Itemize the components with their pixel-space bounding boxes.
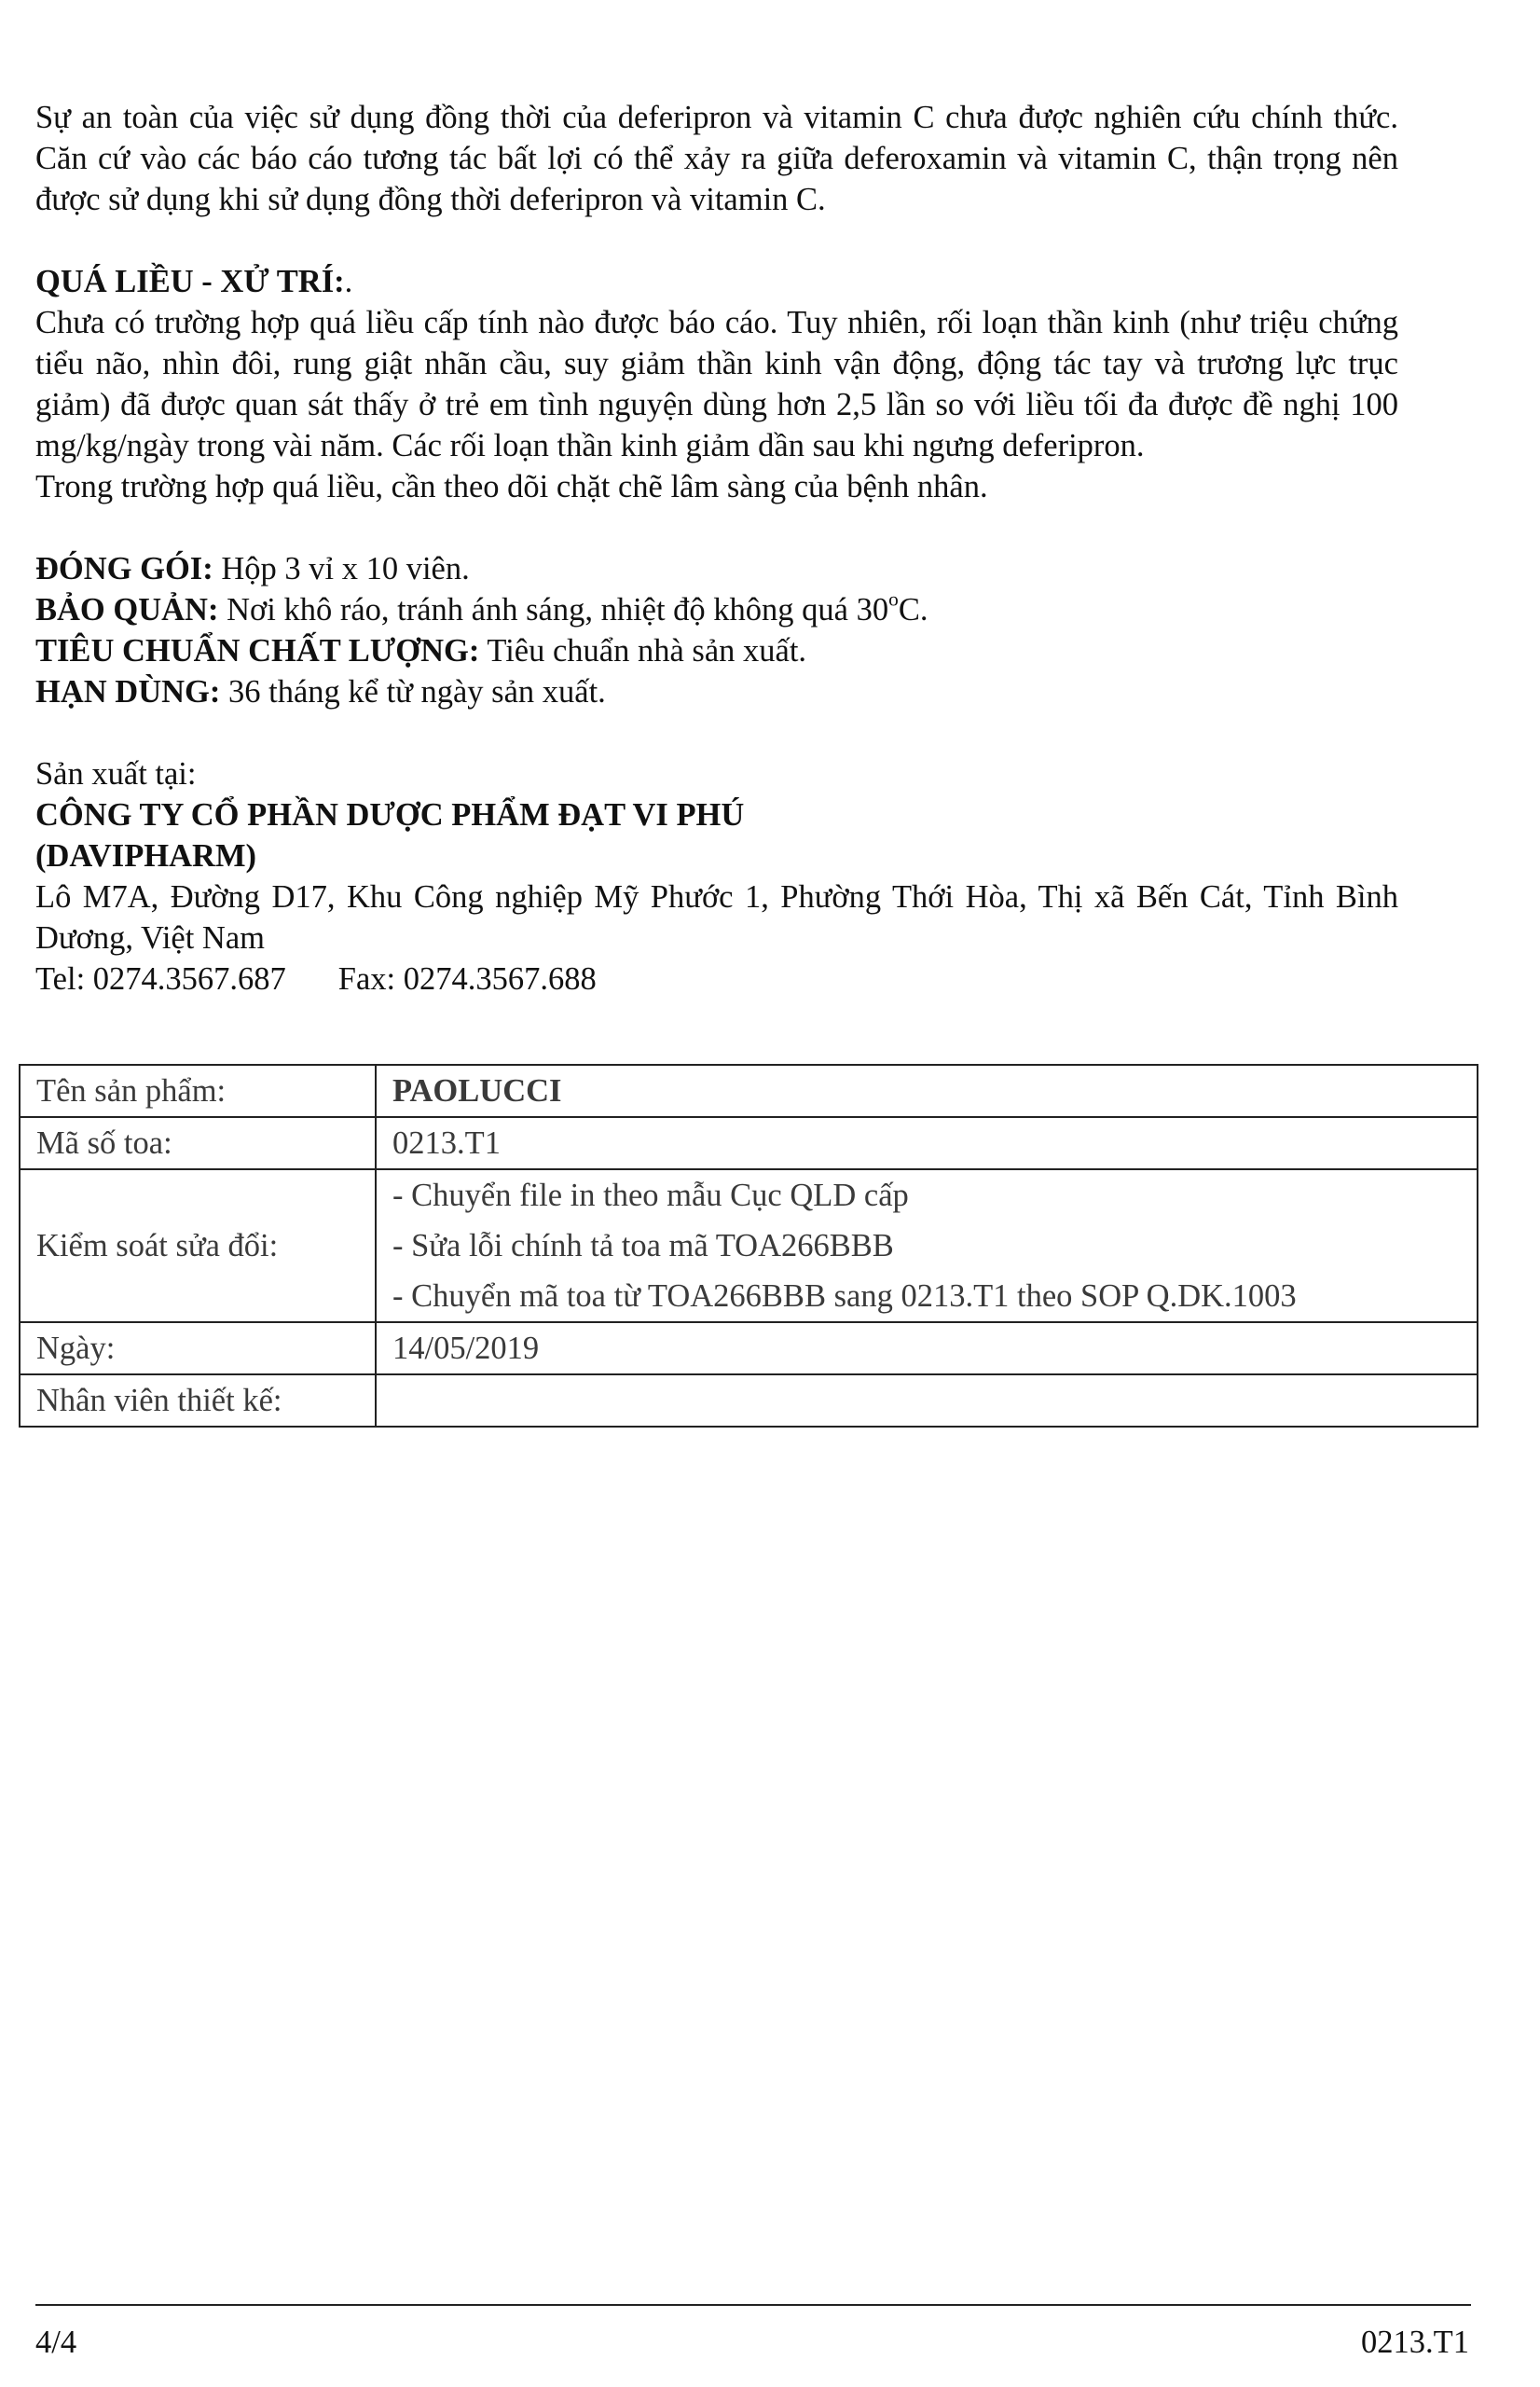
standard-label: TIÊU CHUẨN CHẤT LƯỢNG: bbox=[35, 633, 480, 669]
date-value: 14/05/2019 bbox=[376, 1322, 1478, 1374]
revision-list bbox=[376, 1169, 1478, 1322]
revision-label: Kiểm soát sửa đổi: bbox=[20, 1169, 376, 1322]
overdose-paragraph: Chưa có trường hợp quá liều cấp tính nào được báo cáo. Tuy nhiên, rối loạn thần kinh (như triệu chứng tiểu não, nhìn đôi, rung giật nhãn cầu, suy giảm thần kinh vận động, động tác tay và trương lực trục giảm) đã được quan sát thấy ở trẻ em tình nguyện dùng hơn 2,5 lần so với liều tối đa được đề nghị 100 mg/kg/ngày trong vài năm. Các rối loạn thần kinh giảm dần sau khi ngưng deferipron. bbox=[35, 305, 1398, 463]
document-code: 0213.T1 bbox=[1361, 2325, 1469, 2360]
page-content bbox=[35, 97, 1398, 1000]
expiry-line bbox=[35, 671, 1398, 712]
expiry-label: HẠN DÙNG: bbox=[35, 674, 221, 710]
revision-item: - Chuyển mã toa từ TOA266BBB sang 0213.T1 theo SOP Q.DK.1003 bbox=[392, 1278, 1297, 1314]
page-number: 4/4 bbox=[35, 2325, 77, 2360]
designer-label: Nhân viên thiết kế: bbox=[20, 1374, 376, 1427]
overdose-heading: QUÁ LIỀU - XỬ TRÍ: bbox=[35, 264, 345, 299]
standard-value: Tiêu chuẩn nhà sản xuất. bbox=[479, 633, 807, 669]
footer-divider bbox=[35, 2304, 1471, 2306]
interaction-paragraph: Sự an toàn của việc sử dụng đồng thời của deferipron và vitamin C chưa được nghiên cứu chính thức. Căn cứ vào các báo cáo tương tác bất lợi có thể xảy ra giữa deferoxamin và vitamin C, thận trọng nên được sử dụng khi sử dụng đồng thời deferipron và vitamin C. bbox=[35, 100, 1398, 217]
standard-line bbox=[35, 630, 1398, 671]
table-row bbox=[20, 1374, 1478, 1427]
manufacturer-tel: Tel: 0274.3567.687 bbox=[35, 961, 286, 997]
manufacturer-contact bbox=[35, 959, 1398, 1000]
storage-unit: C. bbox=[898, 592, 928, 628]
revision-item: - Chuyển file in theo mẫu Cục QLD cấp bbox=[392, 1178, 909, 1213]
product-value: PAOLUCCI bbox=[376, 1065, 1478, 1117]
packaging-label: ĐÓNG GÓI: bbox=[35, 551, 213, 586]
manufacturer-intro: Sản xuất tại: bbox=[35, 756, 197, 792]
overdose-heading-suffix: . bbox=[344, 264, 353, 299]
manufacturer-company-abbrev: (DAVIPHARM) bbox=[35, 838, 257, 874]
code-value: 0213.T1 bbox=[376, 1117, 1478, 1169]
packaging-line bbox=[35, 548, 1398, 589]
table-row bbox=[20, 1322, 1478, 1374]
packaging-value: Hộp 3 vỉ x 10 viên. bbox=[213, 551, 470, 586]
date-label: Ngày: bbox=[20, 1322, 376, 1374]
manufacturer-address: Lô M7A, Đường D17, Khu Công nghiệp Mỹ Phước 1, Phường Thới Hòa, Thị xã Bến Cát, Tỉnh Bình Dương, Việt Nam bbox=[35, 879, 1398, 956]
manufacturer-company-name: CÔNG TY CỔ PHẦN DƯỢC PHẨM ĐẠT VI PHÚ bbox=[35, 797, 745, 833]
expiry-value: 36 tháng kể từ ngày sản xuất. bbox=[220, 674, 606, 710]
revision-item: - Sửa lỗi chính tả toa mã TOA266BBB bbox=[392, 1228, 894, 1263]
product-label: Tên sản phẩm: bbox=[20, 1065, 376, 1117]
overdose-advice: Trong trường hợp quá liều, cần theo dõi chặt chẽ lâm sàng của bệnh nhân. bbox=[35, 469, 988, 504]
table-row bbox=[20, 1065, 1478, 1117]
storage-label: BẢO QUẢN: bbox=[35, 592, 219, 628]
storage-value: Nơi khô ráo, tránh ánh sáng, nhiệt độ không quá 30 bbox=[218, 592, 889, 628]
storage-degree: o bbox=[888, 587, 899, 611]
overdose-heading-line bbox=[35, 261, 1398, 302]
storage-line bbox=[35, 589, 1398, 630]
designer-value bbox=[376, 1374, 1478, 1427]
table-row bbox=[20, 1117, 1478, 1169]
manufacturer-fax: Fax: 0274.3567.688 bbox=[337, 961, 597, 997]
document-control-table bbox=[19, 1064, 1478, 1428]
table-row bbox=[20, 1169, 1478, 1322]
code-label: Mã số toa: bbox=[20, 1117, 376, 1169]
